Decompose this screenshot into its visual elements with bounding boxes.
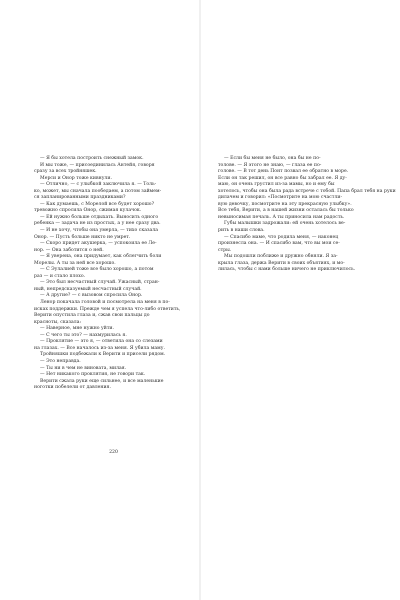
text-line: ноготки побелели от давления. bbox=[34, 385, 111, 391]
text-line: — Я бы хотела построить снежный замок. bbox=[40, 156, 144, 161]
text-line: красноты, сказала: bbox=[34, 319, 82, 325]
text-line: рить в наши слова. bbox=[218, 228, 265, 234]
text-line: Мы подошли поближе и дружно обняли. Я за- bbox=[224, 254, 338, 260]
text-line: невыносимая печаль. А ты приносила нам радость. bbox=[218, 214, 345, 220]
text-line: стры. bbox=[218, 247, 232, 253]
text-line: — Если бы меня не было, она бы не по- bbox=[224, 156, 321, 161]
text-line: — Ты ни в чем не виновата, милая. bbox=[40, 365, 127, 371]
text-line: нор. — Она заботится о ней. bbox=[34, 247, 104, 253]
text-line: Верити сжала руки еще сильнее, и все маленькие bbox=[40, 378, 164, 384]
text-line: Верити опустила глаза и, сжав свои пальцы до bbox=[34, 313, 150, 319]
text-line: Губы малышки задрожали: ей очень хотелось ве- bbox=[224, 221, 346, 227]
text-line: — С Эулалией тоже все было хорошо, а потом bbox=[40, 267, 154, 273]
text-line: произнесла она. — И спасибо вам, что вы мои се- bbox=[218, 241, 340, 247]
text-line: Мерси и Оноp тоже кивнули. bbox=[40, 175, 112, 181]
text-line: вую девочку, посмотрите на эту прекрасную улыбку». bbox=[218, 201, 352, 207]
text-line: — Скоро придет акушерка, — успокоила ее Ле- bbox=[40, 241, 157, 247]
text-line: хотелось, чтобы она была рада встрече с тобой. Папа брал тебя на руки bbox=[218, 188, 396, 194]
text-line: — А другие? — с вызовом спросила Онор. bbox=[40, 293, 143, 299]
text-line: ребенка — задача не из простых, а у нее сразу два. bbox=[34, 221, 161, 227]
text-line: И мы тоже, — присоединилась Антейя, говоря bbox=[40, 162, 155, 168]
text-line: Онор. — Пусть больше никто не умрет. bbox=[34, 234, 131, 240]
text-line: — С чего ты это? — нахмурилась я. bbox=[40, 332, 127, 338]
text-line: Тройняшки подбежали к Верити и присели рядом. bbox=[40, 352, 166, 358]
text-line: Если он так решил, он все равно бы забрал ее. Я ду- bbox=[218, 175, 347, 181]
text-line: ко, может, мы сначала пообедаем, а потом займем- bbox=[34, 188, 162, 194]
text-line: тревожно спросила Онор, сжимая кулачок. bbox=[34, 208, 142, 214]
text-line: раз — и стало плохо. bbox=[34, 273, 86, 279]
text-line: на глазах. — Все началось из-за меня. Я убила маму. bbox=[34, 345, 165, 351]
text-line: — И не хочу, чтобы она умерла, — тихо сказала bbox=[40, 228, 158, 234]
text-line: — Спасибо маме, что родила меня, — наконец bbox=[224, 234, 339, 240]
page-number: 220 bbox=[109, 450, 118, 455]
text-line: Морелы. А ты за ней все хорошо. bbox=[34, 260, 116, 266]
text-line: — Проклятие — это я, — ответила она со слезами bbox=[40, 339, 163, 345]
text-line: ный, непредсказуемый несчастный случай. bbox=[34, 286, 142, 292]
text-line: — Я уверена, она придумает, как облегчить боли bbox=[40, 254, 162, 260]
left-page-text bbox=[34, 156, 193, 392]
text-line: сразу за всех тройняшек. bbox=[34, 169, 97, 175]
text-line: — Это неправда. bbox=[40, 358, 81, 364]
page-fold bbox=[199, 0, 201, 600]
text-line: голове. — В тот день Понт позвал ее обратно в море. bbox=[218, 169, 349, 175]
text-line: — Это был несчастный случай. Ужасный, стран- bbox=[40, 280, 160, 286]
text-line: дилачем и говорил: «Посмотрите на мою счастли- bbox=[218, 195, 343, 201]
text-line: лилась, чтобы с нами больше ничего не приключилось. bbox=[218, 267, 356, 273]
text-line: Ленор покачала головой и посмотрела на меня в по- bbox=[40, 300, 170, 306]
text-line: — Наверное, мне нужно уйти. bbox=[40, 326, 114, 332]
text-line: толове. — Я этого не знаю, — глаза ее по- bbox=[218, 162, 322, 168]
text-line: Все тебя, Верити, а в нашей жизни осталась бы только bbox=[218, 208, 354, 214]
text-line: крыла глаза, держа Верити в своих объятиях, и мо- bbox=[218, 260, 345, 266]
text-line: — Как думаешь, с Морелой все будет хорошо? bbox=[40, 201, 155, 207]
text-line: — Отлично, — с улыбкой заключила я. — Толь- bbox=[40, 182, 157, 188]
text-line: исках поддержки. Прежде чем я успела что-либо ответить, bbox=[34, 306, 181, 312]
text-line: — Нет никакого проклятия, не говори так. bbox=[40, 372, 146, 378]
right-page-text bbox=[218, 156, 396, 274]
text-line: маю, он очень грустил из-за мамы, но и ему бы bbox=[218, 182, 335, 188]
text-line: ся запланированными праздниками? bbox=[34, 195, 126, 201]
text-line: — Ей нужно больше отдыхать. Выносить одного bbox=[40, 214, 159, 220]
